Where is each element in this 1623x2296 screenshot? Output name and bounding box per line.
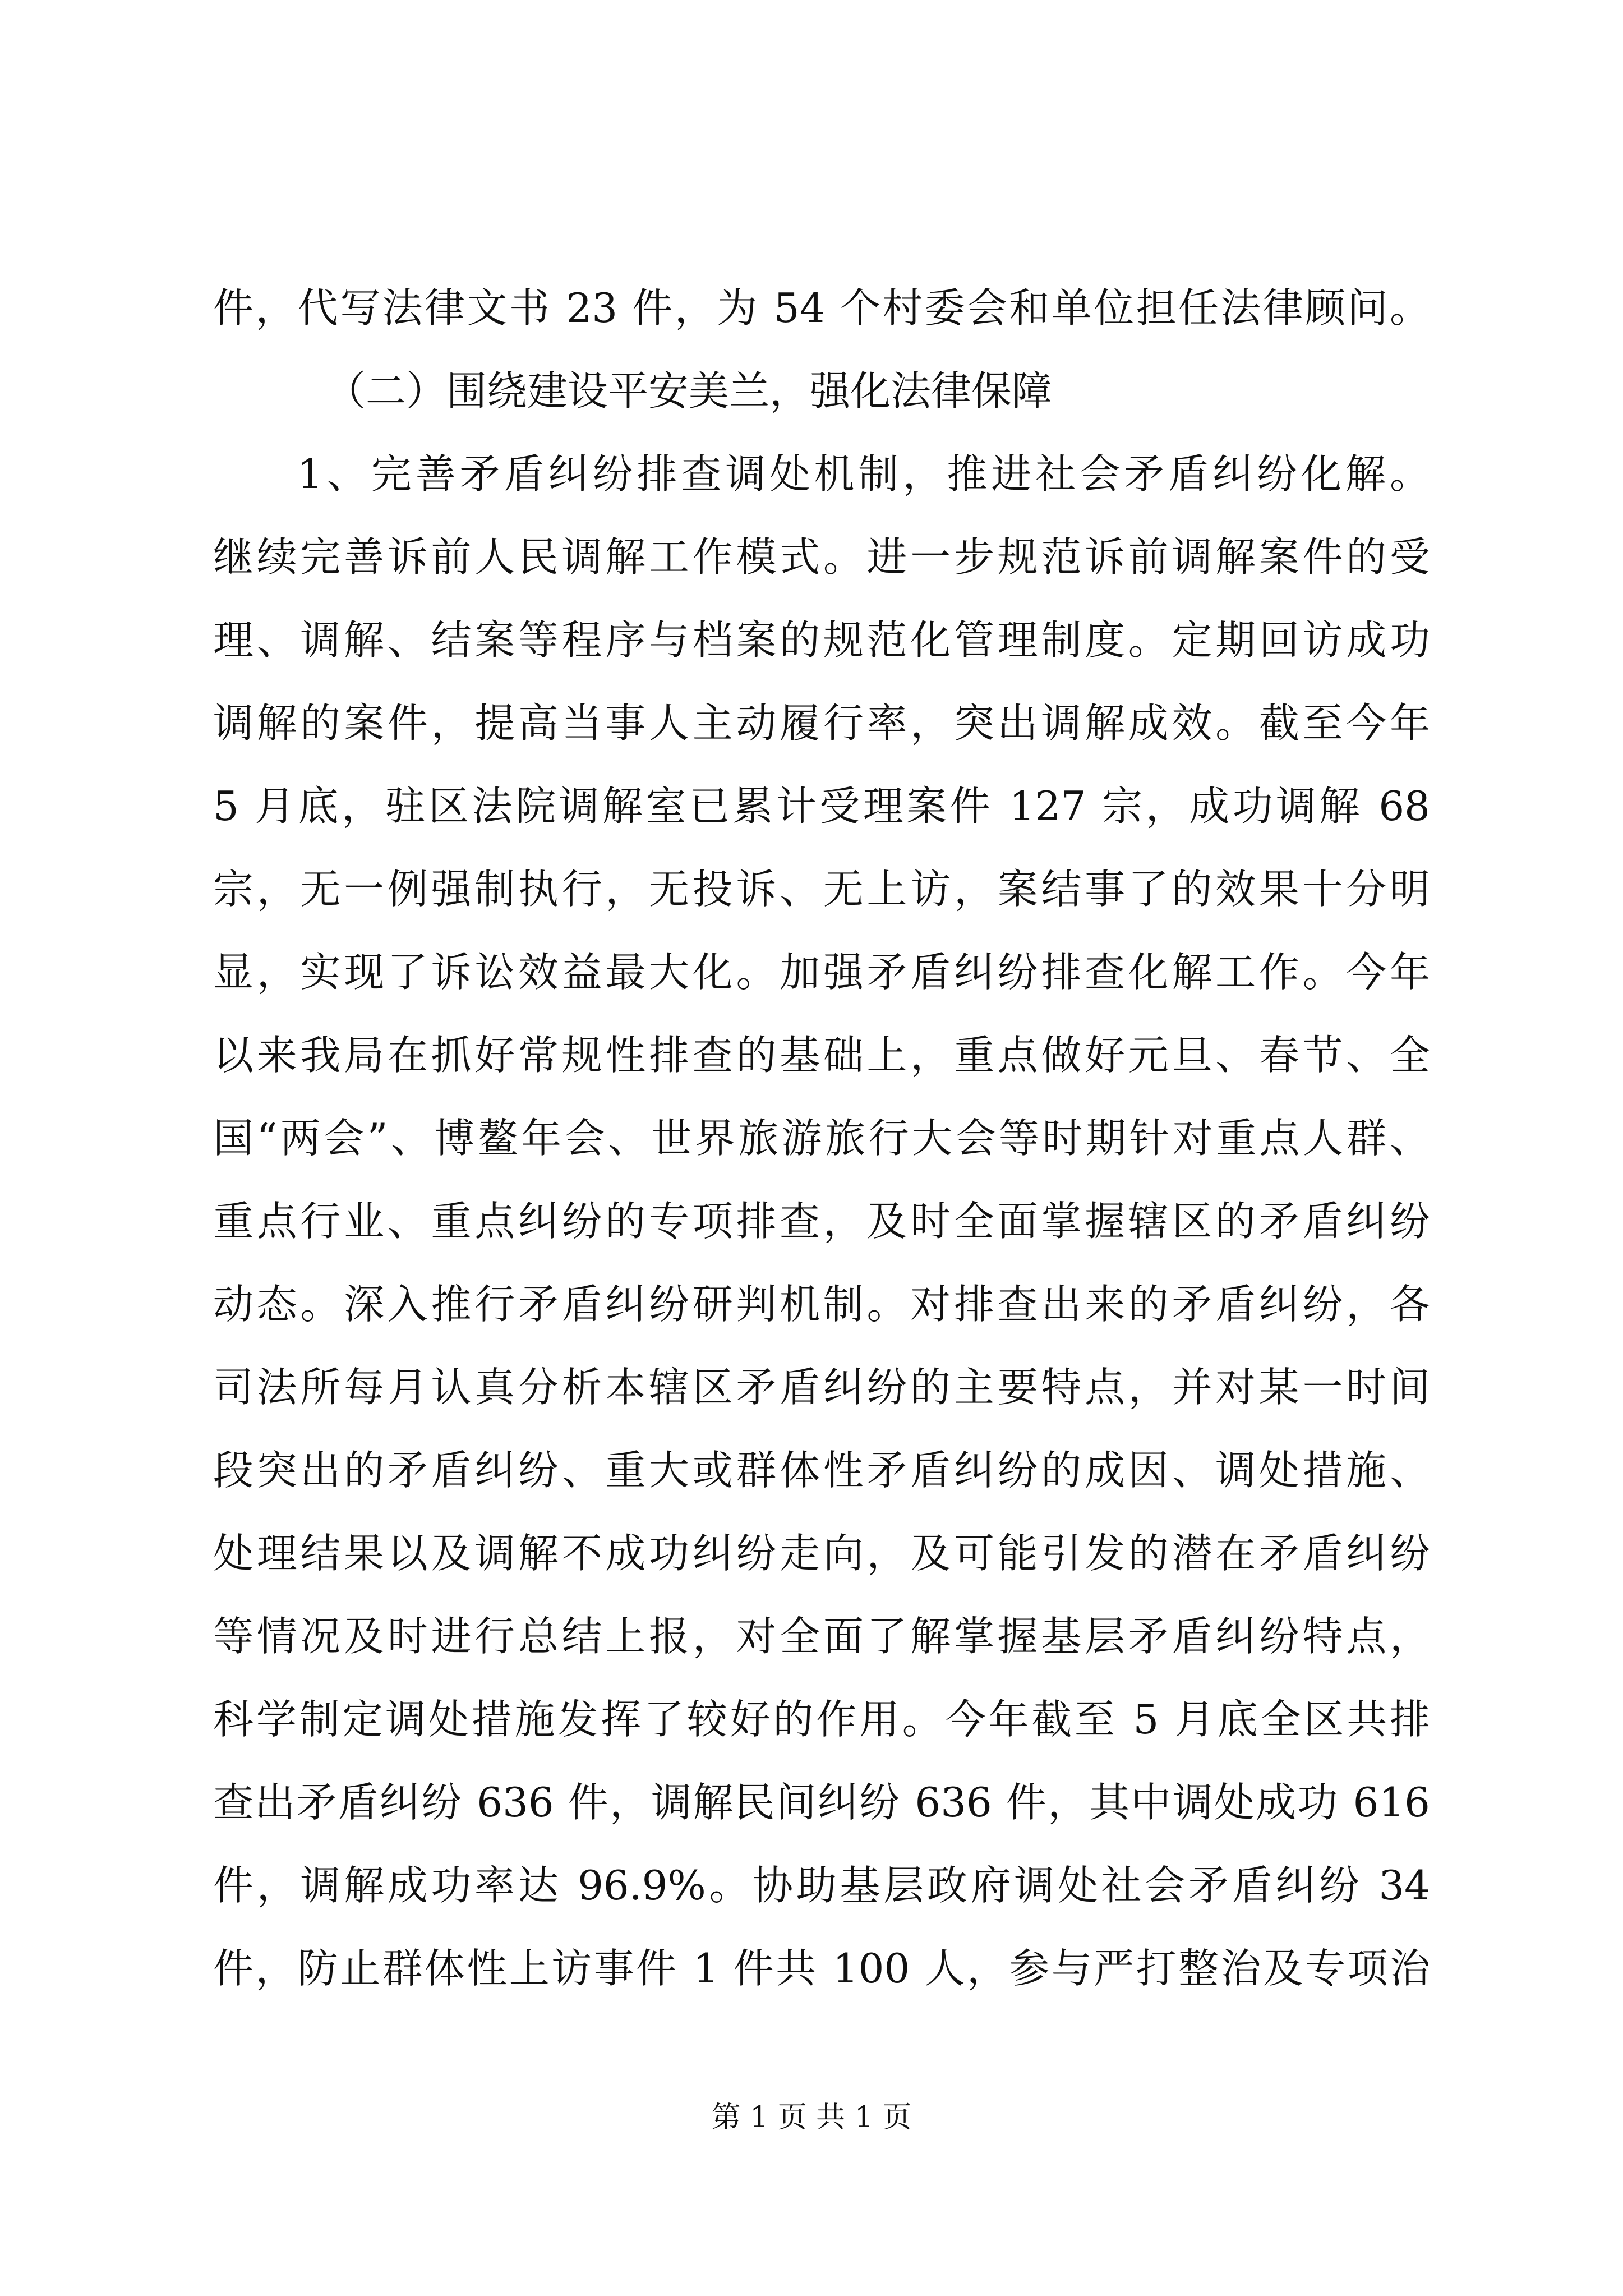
body-line: 5 月底，驻区法院调解室已累计受理案件 127 宗，成功调解 68	[213, 783, 1430, 830]
document-body	[213, 266, 1430, 2010]
body-line: 继续完善诉前人民调解工作模式。进一步规范诉前调解案件的受	[213, 533, 1430, 581]
subsection-heading: 1、完善矛盾纠纷排查调处机制，推进社会矛盾纠纷化解。	[297, 450, 1430, 498]
body-line: 宗，无一例强制执行，无投诉、无上访，案结事了的效果十分明	[213, 866, 1430, 913]
page-number-label: 第 1 页 共 1 页	[711, 2101, 912, 2134]
body-line: 显，实现了诉讼效益最大化。加强矛盾纠纷排查化解工作。今年	[213, 949, 1430, 996]
body-line: 处理结果以及调解不成功纠纷走向，及可能引发的潜在矛盾纠纷	[213, 1530, 1430, 1577]
body-line: 国“两会”、博鳌年会、世界旅游旅行大会等时期针对重点人群、	[213, 1115, 1430, 1162]
body-line: 以来我局在抓好常规性排查的基础上，重点做好元旦、春节、全	[213, 1032, 1430, 1079]
body-line: 科学制定调处措施发挥了较好的作用。今年截至 5 月底全区共排	[213, 1696, 1430, 1743]
body-line: 件，防止群体性上访事件 1 件共 100 人，参与严打整治及专项治	[213, 1945, 1430, 1992]
body-line: 件，代写法律文书 23 件，为 54 个村委会和单位担任法律顾问。	[213, 284, 1430, 332]
body-line: 理、调解、结案等程序与档案的规范化管理制度。定期回访成功	[213, 616, 1430, 664]
body-line: 件，调解成功率达 96.9%。协助基层政府调处社会矛盾纠纷 34	[213, 1862, 1430, 1909]
page-footer	[0, 2098, 1623, 2137]
body-line: 查出矛盾纠纷 636 件，调解民间纠纷 636 件，其中调处成功 616	[213, 1779, 1430, 1826]
body-line: 司法所每月认真分析本辖区矛盾纠纷的主要特点，并对某一时间	[213, 1364, 1430, 1411]
body-line: 重点行业、重点纠纷的专项排查，及时全面掌握辖区的矛盾纠纷	[213, 1198, 1430, 1245]
section-heading: （二）围绕建设平安美兰，强化法律保障	[325, 367, 1053, 415]
body-line: 调解的案件，提高当事人主动履行率，突出调解成效。截至今年	[213, 700, 1430, 747]
body-line: 段突出的矛盾纠纷、重大或群体性矛盾纠纷的成因、调处措施、	[213, 1447, 1430, 1494]
body-line: 动态。深入推行矛盾纠纷研判机制。对排查出来的矛盾纠纷，各	[213, 1281, 1430, 1328]
body-line: 等情况及时进行总结上报，对全面了解掌握基层矛盾纠纷特点，	[213, 1613, 1430, 1660]
